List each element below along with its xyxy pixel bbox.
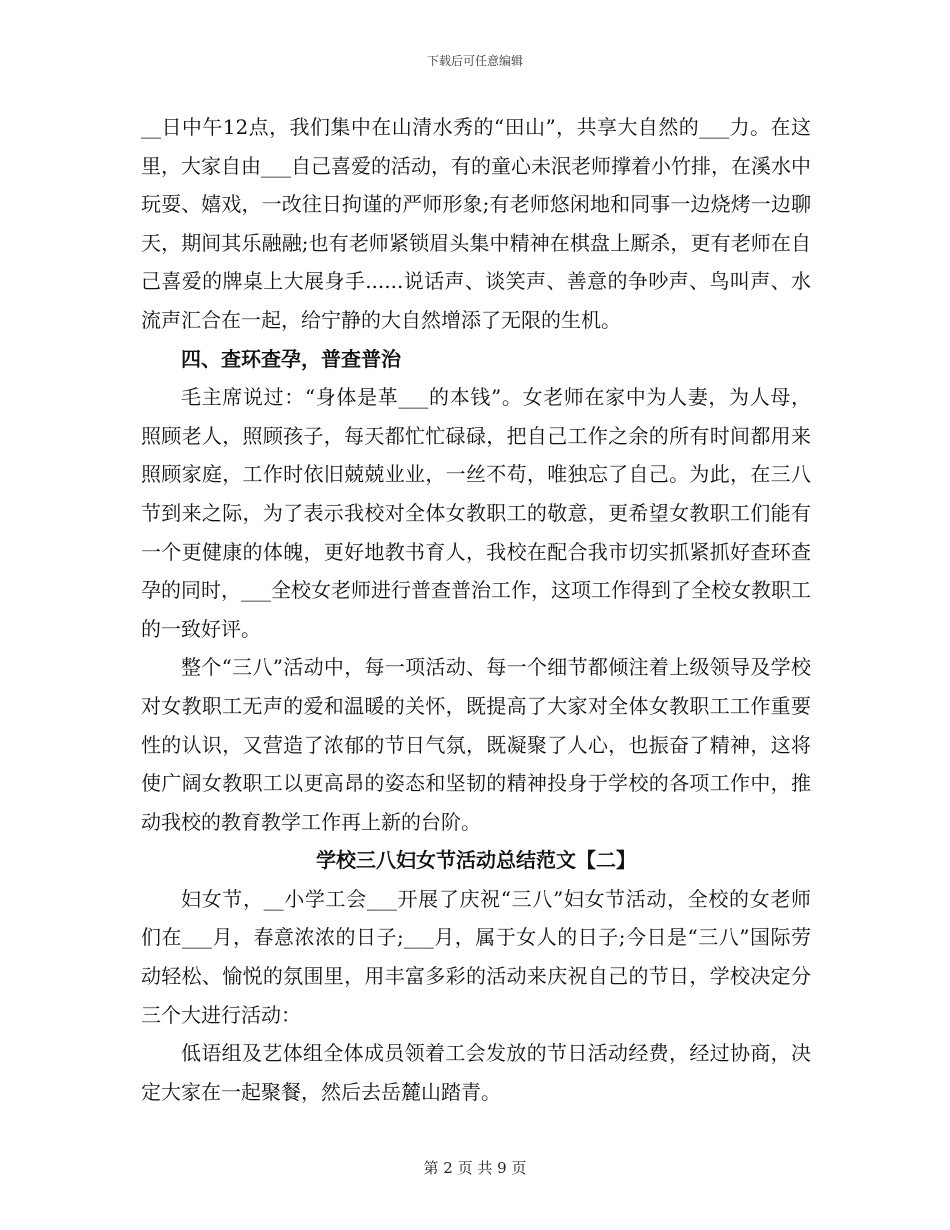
section-heading-checkup: 四、查环查孕，普查普治 xyxy=(181,346,401,371)
paragraph-group-activity: 低语组及艺体组全体成员领着工会发放的节日活动经费，经过协商，决定大家在一起聚餐，然后去岳麓山踏青。 xyxy=(141,1041,811,1104)
paragraph-summary: 整个“三八”活动中，每一项活动、每一个细节都倾注着上级领导及学校对女教职工无声的爱和温暖的关怀，既提高了大家对全体女教职工工作重要性的认识，又营造了浓郁的节日气氛，既凝聚了人心，也振奋了精神，这将使广阔女教职工以更高昂的姿态和坚韧的精神投身于学校的各项工作中，推动我校的教育教学工作再上新的台阶。 xyxy=(141,655,811,834)
page-number: 第 2 页 共 9 页 xyxy=(423,1159,527,1177)
article-title-two: 学校三八妇女节活动总结范文【二】 xyxy=(316,848,636,873)
document-body xyxy=(141,108,811,1111)
page-header: 下载后可任意编辑 xyxy=(426,54,523,68)
paragraph-outing: __日中午12点，我们集中在山清水秀的“田山”，共享大自然的___力。在这里，大家自由___自己喜爱的活动，有的童心未泯老师撑着小竹排，在溪水中玩耍、嬉戏，一改往日拘谨的严师形象;有老师悠闲地和同事一边烧烤一边聊天，期间其乐融融;也有老师紧锁眉头集中精神在棋盘上厮杀，更有老师在自己喜爱的牌桌上大展身手......说话声、谈笑声、善意的争吵声、鸟叫声、水流声汇合在一起，给宁静的大自然增添了无限的生机。 xyxy=(141,115,811,332)
paragraph-intro-two: 妇女节，__小学工会___开展了庆祝“三八”妇女节活动，全校的女老师们在___月，春意浓浓的日子;___月，属于女人的日子;今日是“三八”国际劳动轻松、愉悦的氛围里，用丰富多彩的活动来庆祝自己的节日，学校决定分三个大进行活动： xyxy=(141,886,811,1027)
paragraph-checkup: 毛主席说过：“身体是革___的本钱”。女老师在家中为人妻，为人母，照顾老人，照顾孩子，每天都忙忙碌碌，把自己工作之余的所有时间都用来照顾家庭，工作时依旧兢兢业业，一丝不苟，唯独忘了自己。为此，在三八节到来之际，为了表示我校对全体女教职工的敬意，更希望女教职工们能有一个更健康的体魄，更好地教书育人，我校在配合我市切实抓紧抓好查环查孕的同时，___全校女老师进行普查普治工作，这项工作得到了全校女教职工的一致好评。 xyxy=(141,385,811,641)
